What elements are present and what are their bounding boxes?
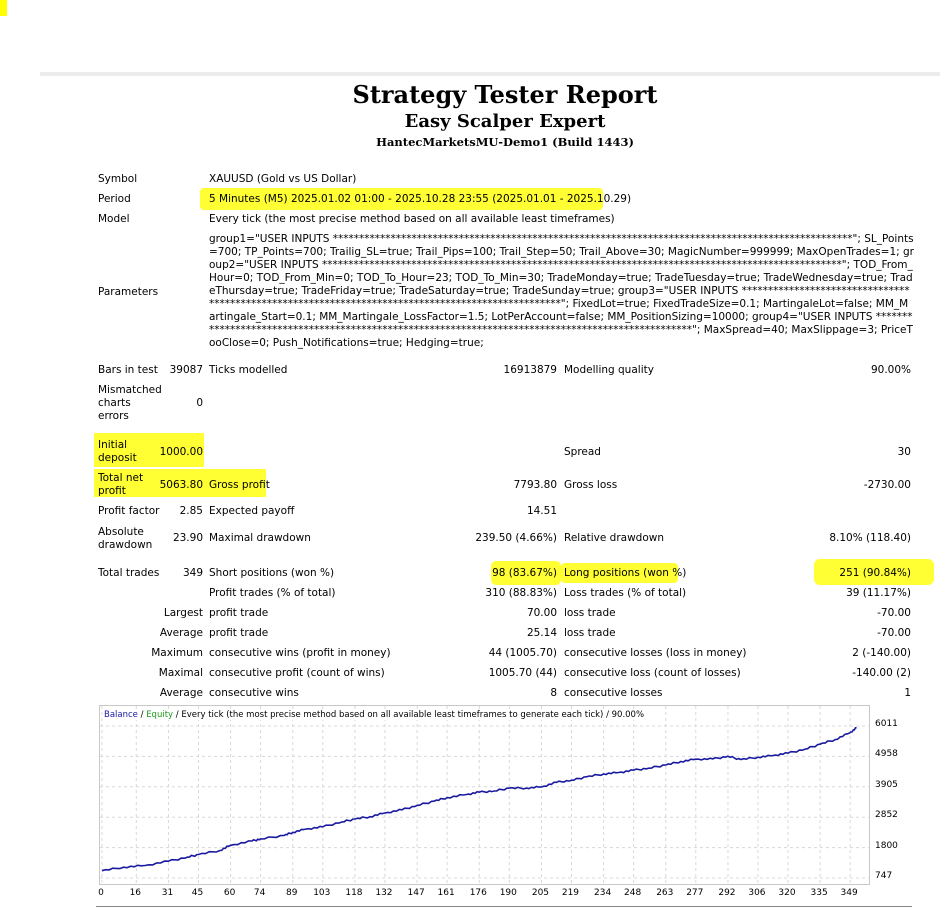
y-tick-label: 2852: [875, 810, 898, 821]
y-tick-label: 4958: [875, 749, 898, 760]
quality-value: 90.00%: [870, 364, 911, 376]
total-trades-label: Total trades: [98, 567, 160, 579]
x-tick-label: 45: [191, 888, 204, 898]
gross-loss-label: Gross loss: [564, 479, 618, 491]
x-tick-label: 89: [286, 888, 298, 898]
profit-factor-value: 2.85: [179, 505, 203, 517]
x-tick-label: 176: [469, 888, 487, 898]
x-tick-label: 320: [778, 888, 796, 898]
average-profit-label: profit trade: [209, 627, 269, 639]
maximal-drawdown-label: Maximal drawdown: [209, 532, 311, 544]
long-positions-label: Long positions (won %): [564, 567, 687, 579]
gross-profit-value: 7793.80: [513, 479, 557, 491]
maximal-consecutive-profit-label: consecutive profit (count of wins): [209, 667, 385, 679]
x-tick-label: 335: [810, 888, 828, 898]
account-build: HantecMarketsMU-Demo1 (Build 1443): [376, 135, 634, 149]
net-profit-value: 5063.80: [159, 479, 203, 491]
profit-trades-value: 310 (88.83%): [485, 587, 557, 599]
mismatch-label: Mismatched charts errors: [98, 384, 162, 422]
x-tick-label: 349: [840, 888, 858, 898]
legend-description: / Every tick (the most precise method based on all available least timeframes to generate each tick) / 90.00%: [173, 710, 645, 720]
net-profit-label: Total net profit: [98, 472, 144, 497]
balance-chart: [99, 705, 870, 885]
x-tick-label: 147: [407, 888, 425, 898]
avg-consecutive-wins-value: 8: [550, 687, 557, 699]
x-tick-label: 161: [437, 888, 455, 898]
parameters-label: Parameters: [98, 286, 159, 298]
x-tick-label: 234: [594, 888, 612, 898]
largest-profit-value: 70.00: [526, 607, 557, 619]
avg-consecutive-losses-label: consecutive losses: [564, 687, 663, 699]
ticks-label: Ticks modelled: [209, 364, 288, 376]
legend-equity: Equity: [146, 710, 174, 720]
max-consecutive-wins-value: 44 (1005.70): [488, 647, 557, 659]
bars-label: Bars in test: [98, 364, 158, 376]
legend-balance: Balance: [104, 710, 138, 720]
deposit-label: Initial deposit: [98, 439, 137, 464]
absolute-drawdown-value: 23.90: [172, 532, 203, 544]
relative-drawdown-label: Relative drawdown: [564, 532, 665, 544]
short-positions-value: 98 (83.67%): [492, 567, 557, 579]
maximal-consecutive-loss-value: -140.00 (2): [852, 667, 911, 679]
maximal-consecutive-profit-value: 1005.70 (44): [488, 667, 557, 679]
max-consecutive-losses-value: 2 (-140.00): [852, 647, 911, 659]
x-tick-label: 74: [253, 888, 266, 898]
largest-label: Largest: [163, 607, 203, 619]
x-tick-label: 205: [531, 888, 550, 898]
x-tick-label: 60: [223, 888, 236, 898]
x-tick-label: 0: [98, 888, 104, 898]
period-label: Period: [98, 193, 131, 205]
mismatch-value: 0: [196, 397, 203, 409]
x-tick-label: 118: [345, 888, 363, 898]
x-tick-label: 31: [161, 888, 174, 898]
long-positions-value: 251 (90.84%): [839, 567, 911, 579]
x-tick-label: 277: [686, 888, 704, 898]
avg-label: Average: [159, 687, 203, 699]
bottom-divider: [96, 906, 912, 907]
profit-factor-label: Profit factor: [98, 505, 160, 517]
top-divider: [40, 72, 940, 76]
average-label: Average: [159, 627, 203, 639]
x-tick-label: 190: [499, 888, 517, 898]
symbol-value: XAUUSD (Gold vs US Dollar): [209, 173, 357, 185]
average-loss-value: -70.00: [877, 627, 911, 639]
spread-label: Spread: [564, 446, 601, 458]
spread-value: 30: [897, 446, 911, 458]
bars-value: 39087: [169, 364, 203, 376]
maximal-consecutive-loss-label: consecutive loss (count of losses): [564, 667, 741, 679]
x-tick-label: 219: [561, 888, 580, 898]
short-positions-label: Short positions (won %): [209, 567, 335, 579]
expected-payoff-value: 14.51: [526, 505, 557, 517]
absolute-drawdown-label: Absolute drawdown: [98, 526, 153, 551]
gross-loss-value: -2730.00: [863, 479, 911, 491]
x-tick-label: 248: [624, 888, 642, 898]
largest-profit-label: profit trade: [209, 607, 269, 619]
maximal-drawdown-value: 239.50 (4.66%): [475, 532, 557, 544]
maximal-label: Maximal: [158, 667, 203, 679]
relative-drawdown-value: 8.10% (118.40): [829, 532, 911, 544]
y-tick-label: 6011: [875, 719, 898, 729]
avg-consecutive-wins-label: consecutive wins: [209, 687, 299, 699]
x-tick-label: 132: [375, 888, 393, 898]
chart-legend: [104, 710, 644, 720]
max-consecutive-wins-label: consecutive wins (profit in money): [209, 647, 391, 659]
x-tick-label: 306: [748, 888, 766, 898]
largest-loss-value: -70.00: [877, 607, 911, 619]
deposit-value: 1000.00: [159, 446, 203, 458]
expert-name: Easy Scalper Expert: [404, 111, 606, 132]
avg-consecutive-losses-value: 1: [904, 687, 911, 699]
ticks-value: 16913879: [503, 364, 557, 376]
loss-trades-label: Loss trades (% of total): [564, 587, 687, 599]
x-tick-label: 16: [129, 888, 142, 898]
y-tick-label: 747: [875, 871, 893, 881]
profit-trades-label: Profit trades (% of total): [209, 587, 336, 599]
chart-plot: [100, 706, 869, 884]
maximum-label: Maximum: [151, 647, 203, 659]
total-trades-value: 349: [182, 567, 203, 579]
x-tick-label: 263: [656, 888, 674, 898]
period-value: 5 Minutes (M5) 2025.01.02 01:00 - 2025.10.28 23:55 (2025.01.01 - 2025.10.29): [209, 193, 632, 205]
loss-trades-value: 39 (11.17%): [846, 587, 911, 599]
max-consecutive-losses-label: consecutive losses (loss in money): [564, 647, 747, 659]
average-loss-label: loss trade: [564, 627, 616, 639]
x-tick-label: 292: [718, 888, 736, 898]
symbol-label: Symbol: [98, 173, 138, 185]
model-label: Model: [98, 213, 130, 225]
expected-payoff-label: Expected payoff: [209, 505, 295, 517]
y-tick-label: 3905: [875, 779, 898, 790]
largest-loss-label: loss trade: [564, 607, 616, 619]
highlight-mark: [0, 0, 7, 16]
model-value: Every tick (the most precise method based on all available least timeframes): [209, 213, 615, 225]
x-tick-label: 103: [313, 888, 331, 898]
parameters-value: group1="USER INPUTS ***************************************************************************************************"; SL_Points=700; TP_Points=700; Trailig_SL=true; Trail_Pips=100; Trail_Step=50; Trail_Above=30; MagicNumber=999999; MaxOpenTrades=1; group2="USER INPUTS ***************************************************************************************************"; TOD_From_Hour=0; TOD_From_Min=0; TOD_To_Hour=23; TOD_To_Min=30; TradeMonday=true; TradeTuesday=true; TradeWednesday=true; TradeThursday=true; TradeFriday=true; TradeSaturday=true; TradeSunday=true; group3="USER INPUTS ***************************************************************************************************"; FixedLot=true; FixedTradeSize=0.1; MartingaleLot=false; MM_Martingale_Start=0.1; MM_Martingale_LossFactor=1.5; LotPerAccount=false; MM_PositionSizing=10000; group4="USER INPUTS ***************************************************************************************************"; MaxSpread=40; MaxSlippage=3; PriceTooClose=0; Push_Notifications=true; Hedging=true;: [209, 233, 914, 349]
gross-profit-label: Gross profit: [209, 479, 270, 491]
report-title: Strategy Tester Report: [352, 80, 658, 109]
y-tick-label: 1800: [875, 840, 898, 851]
legend-separator: /: [137, 710, 147, 720]
quality-label: Modelling quality: [564, 364, 654, 376]
average-profit-value: 25.14: [526, 627, 557, 639]
